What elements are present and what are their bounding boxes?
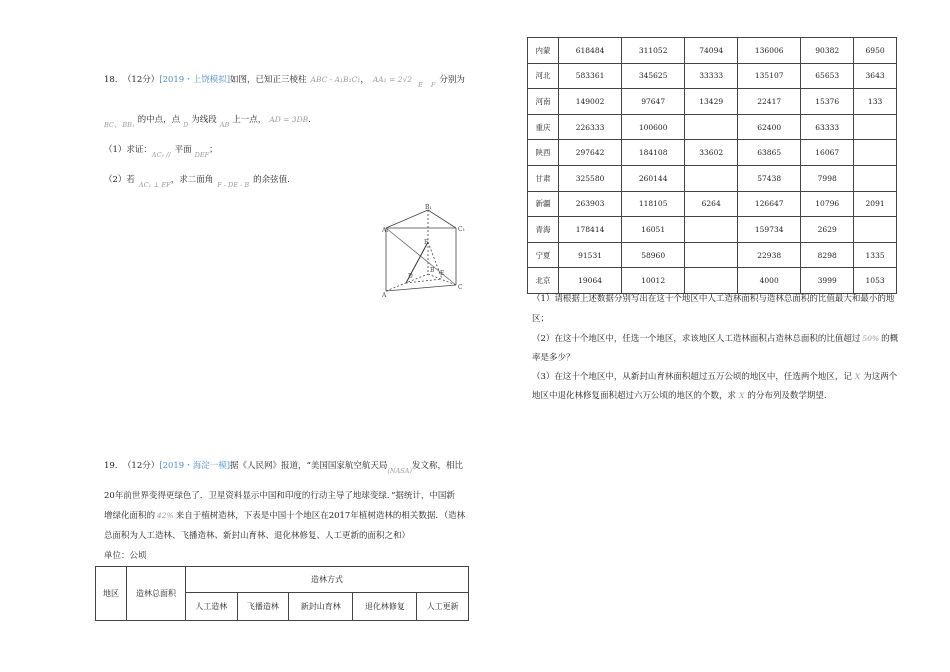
value-cell: 178414 [559, 217, 622, 243]
region-cell: 新疆 [528, 191, 559, 217]
table-row [528, 89, 897, 115]
math-50pct: 50% [862, 334, 880, 343]
value-cell: 1335 [854, 242, 897, 268]
q19-unit: 单位：公顷 [104, 551, 147, 561]
region-cell: 河南 [528, 89, 559, 115]
value-cell: 263903 [559, 191, 622, 217]
forestation-data-table [527, 37, 897, 294]
forestation-table-header [95, 566, 469, 621]
value-cell: 19064 [559, 268, 622, 294]
q18-part2-end: 的余弦值. [253, 175, 290, 185]
q18-part1-end: ； [209, 145, 218, 155]
table-row [528, 191, 897, 217]
q19-part1-line2: 区； [532, 314, 550, 324]
q18-segment-text: 为线段 [191, 115, 217, 125]
q19-part2-prefix: （2）在这十个地区中，任选一个地区，求该地区人工造林面积占造林总面积的比值超过 [532, 334, 861, 344]
region-cell: 甘肃 [528, 165, 559, 191]
q19-part2-tail: 的概 [881, 334, 899, 344]
value-cell: 33602 [685, 140, 738, 166]
math-ac1-parallel: AC₁ // [151, 151, 171, 159]
q19-line2: 20年前世界变得更绿色了．卫星资料显示中国和印度的行动主导了地球变绿．”据统计，中国新 [104, 491, 455, 501]
math-dihedral: F - DE - B [217, 181, 250, 189]
table-row [528, 268, 897, 294]
math-bb1: BB₁ [122, 121, 135, 129]
math-ac1-perp-ef: AC₁ ⊥ EF [138, 181, 171, 189]
value-cell: 2629 [801, 217, 854, 243]
math-e: E [418, 81, 423, 89]
label-a: A [382, 292, 387, 298]
q18-line2: $_{BC}$、$_{BB_1}$ 的中点，点 $_D$ 为线段 $_{AB}$ 上一点， AD = 3DB. [104, 115, 311, 130]
region-cell: 陕西 [528, 140, 559, 166]
header-region: 地区 [96, 567, 127, 621]
q19-source-link[interactable]: [2019・海淀一模] [159, 461, 231, 471]
q18-part2-text: ，求二面角 [170, 175, 214, 185]
value-cell: 97647 [622, 89, 685, 115]
q18-part1 [104, 144, 218, 159]
value-cell [685, 242, 738, 268]
value-cell: 345625 [622, 63, 685, 89]
q19-number: 19. （12分） [104, 461, 160, 471]
q19-part3-line1 [532, 371, 897, 383]
q19-part1-line1: （1）请根据上述数据分别写出在这十个地区中人工造林面积与造林总面积的比值最大和最小的地 [532, 294, 895, 304]
value-cell: 126647 [738, 191, 801, 217]
value-cell [854, 217, 897, 243]
q19-part3-line2-tail: 的分布列及数学期望. [747, 391, 827, 401]
table-row [528, 140, 897, 166]
table-row [528, 38, 897, 64]
math-nasa: (NASA) [387, 467, 412, 475]
value-cell: 63865 [738, 140, 801, 166]
value-cell: 15376 [801, 89, 854, 115]
q18-line1 [104, 74, 465, 89]
q18-text: 如图，已知正三棱柱 [230, 75, 307, 85]
value-cell: 135107 [738, 63, 801, 89]
value-cell: 226333 [559, 114, 622, 140]
value-cell: 16067 [801, 140, 854, 166]
table-row [528, 217, 897, 243]
table-row [528, 242, 897, 268]
q18-line2-end: . [308, 115, 311, 125]
value-cell: 33333 [685, 63, 738, 89]
region-cell: 宁夏 [528, 242, 559, 268]
prism-figure [382, 202, 468, 298]
value-cell: 91531 [559, 242, 622, 268]
math-42pct: 42% [157, 511, 174, 520]
label-c1: C₁ [458, 226, 465, 233]
header-method-2: 飞播造林 [237, 593, 289, 621]
value-cell: 3999 [801, 268, 854, 294]
value-cell: 65653 [801, 63, 854, 89]
table-row [528, 63, 897, 89]
math-prism: ABC - A₁B₁C₁ [310, 75, 361, 84]
math-def: DEF [194, 151, 210, 159]
label-b: B [430, 267, 435, 274]
value-cell: 4000 [738, 268, 801, 294]
math-ab: AB [219, 121, 230, 129]
q19-part2-line2: 率是多少？ [532, 353, 575, 363]
value-cell: 297642 [559, 140, 622, 166]
q18-part1-prefix: （1）求证： [104, 145, 152, 155]
q18-tail: 分别为 [439, 75, 465, 85]
value-cell [854, 165, 897, 191]
label-f: F [424, 239, 429, 246]
q19-line1 [104, 460, 463, 475]
value-cell: 159734 [738, 217, 801, 243]
q18-mid-text: 的中点，点 [137, 115, 181, 125]
value-cell: 136006 [738, 38, 801, 64]
q18-part2 [104, 174, 290, 189]
label-a1: A₁ [382, 227, 389, 234]
header-method-4: 退化林修复 [353, 593, 417, 621]
q19-text: 据《人民网》报道，“美国国家航空航天局 [230, 461, 388, 471]
q19-part3-tail: 为这两个 [863, 372, 898, 382]
header-method-3: 新封山育林 [289, 593, 353, 621]
value-cell: 8298 [801, 242, 854, 268]
math-d: D [183, 121, 189, 129]
value-cell: 184108 [622, 140, 685, 166]
header-method-1: 人工造林 [186, 593, 238, 621]
value-cell: 58960 [622, 242, 685, 268]
label-c: C [458, 284, 463, 291]
value-cell: 90382 [801, 38, 854, 64]
value-cell: 22938 [738, 242, 801, 268]
value-cell: 149002 [559, 89, 622, 115]
header-total: 造林总面积 [127, 567, 186, 621]
q19-part2-line1 [532, 333, 898, 345]
value-cell: 7998 [801, 165, 854, 191]
value-cell: 62400 [738, 114, 801, 140]
value-cell: 618484 [559, 38, 622, 64]
q19-tail: 发文称，相比 [411, 461, 463, 471]
value-cell: 6264 [685, 191, 738, 217]
q18-part2-prefix: （2）若 [104, 175, 135, 185]
math-aa1: AA₁ = 2√2 [372, 75, 413, 84]
math-ad: AD = 3DB [269, 115, 309, 124]
label-b1: B₁ [425, 204, 432, 211]
value-cell: 13429 [685, 89, 738, 115]
value-cell: 583361 [559, 63, 622, 89]
q18-part1-text: 平面 [174, 145, 192, 155]
value-cell [854, 114, 897, 140]
value-cell: 10012 [622, 268, 685, 294]
q19-part3-prefix: （3）在这十个地区中，从新封山育林面积超过五万公顷的地区中，任选两个地区，记 [532, 372, 852, 382]
q18-comma: ， [360, 75, 369, 85]
math-bc: BC [104, 121, 114, 129]
region-cell: 青海 [528, 217, 559, 243]
value-cell: 22417 [738, 89, 801, 115]
label-e: E [440, 270, 445, 277]
region-cell: 河北 [528, 63, 559, 89]
math-x: X [854, 372, 861, 381]
value-cell: 10796 [801, 191, 854, 217]
q19-line3-prefix: 增绿化面积的 [104, 511, 156, 521]
value-cell: 16051 [622, 217, 685, 243]
table-row [528, 165, 897, 191]
q18-number: 18. （12分） [104, 75, 160, 85]
q19-line3 [104, 510, 465, 522]
value-cell: 2091 [854, 191, 897, 217]
value-cell [685, 268, 738, 294]
value-cell: 325580 [559, 165, 622, 191]
value-cell: 260144 [622, 165, 685, 191]
value-cell: 6950 [854, 38, 897, 64]
value-cell: 3643 [854, 63, 897, 89]
value-cell [685, 114, 738, 140]
q19-part3-line2-prefix: 地区中退化林修复面积超过六万公顷的地区的个数，求 [532, 391, 737, 401]
q18-source-link[interactable]: [2019・上饶模拟] [159, 75, 231, 85]
q19-part3-line2 [532, 390, 827, 402]
label-d: D [408, 273, 413, 280]
value-cell [685, 165, 738, 191]
value-cell: 1053 [854, 268, 897, 294]
math-x-2: X [739, 391, 745, 400]
region-cell: 北京 [528, 268, 559, 294]
value-cell: 57438 [738, 165, 801, 191]
region-cell: 内蒙 [528, 38, 559, 64]
value-cell [685, 217, 738, 243]
q19-line4: 总面积为人工造林、飞播造林、新封山育林、退化林修复、人工更新的面积之和） [104, 531, 411, 541]
value-cell [854, 140, 897, 166]
header-method: 造林方式 [186, 567, 469, 593]
value-cell: 118105 [622, 191, 685, 217]
region-cell: 重庆 [528, 114, 559, 140]
value-cell: 311052 [622, 38, 685, 64]
math-f: F [430, 81, 436, 89]
value-cell: 100600 [622, 114, 685, 140]
value-cell: 133 [854, 89, 897, 115]
value-cell: 74094 [685, 38, 738, 64]
value-cell: 63333 [801, 114, 854, 140]
q19-line3-tail: 来自于植树造林，下表是中国十个地区在2017年植树造林的相关数据．（造林 [175, 511, 466, 521]
q18-point-text: 上一点， [232, 115, 267, 125]
table-row [528, 114, 897, 140]
header-method-5: 人工更新 [417, 593, 469, 621]
